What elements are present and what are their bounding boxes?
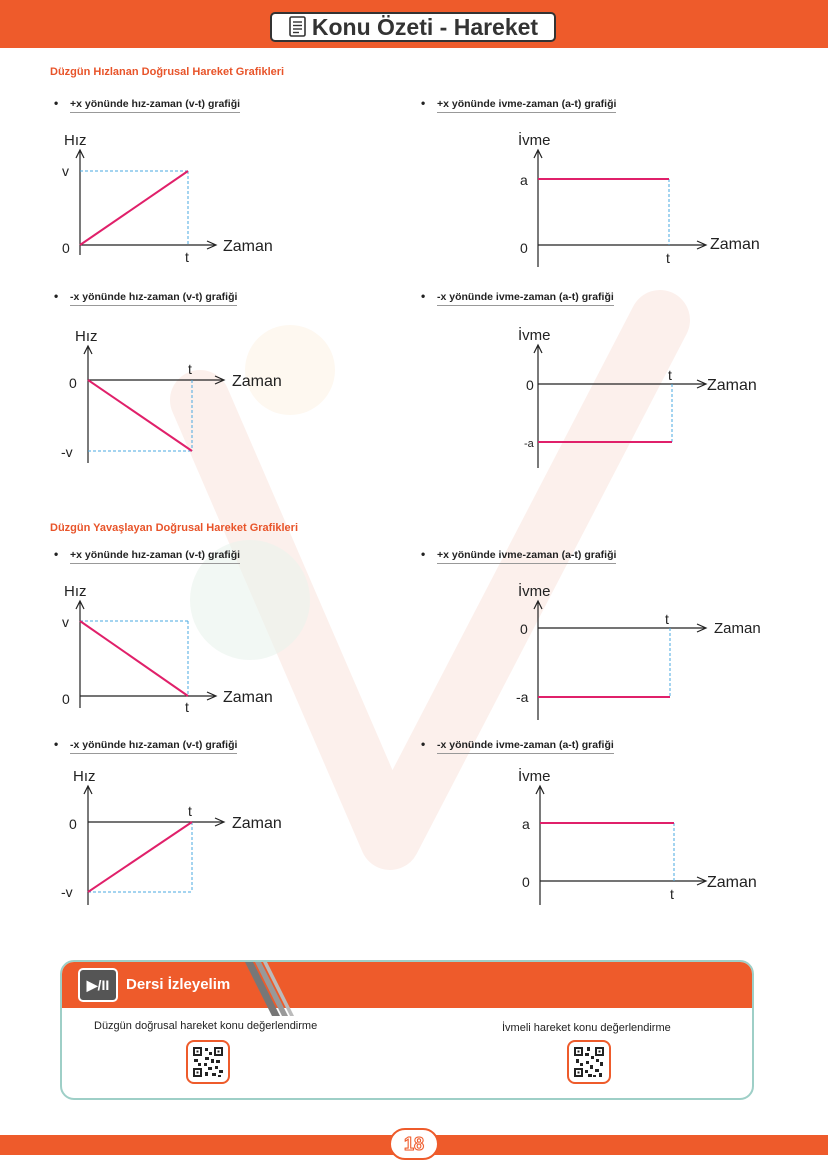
tick-t: t — [666, 250, 670, 266]
y-axis-label: İvme — [518, 132, 551, 149]
tick-top: a — [520, 172, 528, 188]
graph-acceleration-time-pos-accel — [500, 125, 770, 270]
x-axis-label: Zaman — [707, 874, 757, 891]
tick-t: t — [188, 803, 192, 819]
series-line — [88, 822, 192, 892]
tick-bottom: -v — [61, 884, 73, 900]
tick-t: t — [670, 886, 674, 902]
y-axis-label: Hız — [73, 768, 96, 785]
y-axis-label: Hız — [75, 328, 98, 345]
graph-velocity-time-neg-decel — [55, 765, 295, 910]
qr-code-icon[interactable] — [186, 1040, 230, 1084]
tick-t: t — [188, 361, 192, 377]
graph-label: • -x yönünde ivme-zaman (a-t) grafiği — [421, 737, 614, 751]
series-line — [88, 380, 192, 451]
tick-t: t — [668, 367, 672, 383]
page-number: 18 — [389, 1128, 439, 1160]
y-axis-label: Hız — [64, 132, 87, 149]
graph-label: • +x yönünde hız-zaman (v-t) grafiği — [54, 547, 240, 561]
x-axis-label: Zaman — [232, 815, 282, 832]
tick-zero: 0 — [520, 621, 528, 637]
y-axis-label: İvme — [518, 327, 551, 344]
tick-bottom: -v — [61, 444, 73, 460]
x-axis-label: Zaman — [232, 373, 282, 390]
tick-t: t — [185, 249, 189, 265]
tick-zero: 0 — [62, 691, 70, 707]
tick-t: t — [185, 699, 189, 715]
qr-code-icon[interactable] — [567, 1040, 611, 1084]
graph-acceleration-time-neg-decel — [500, 765, 770, 910]
tick-bottom: -a — [524, 438, 534, 450]
x-axis-label: Zaman — [223, 238, 273, 255]
qr-label-uniform-motion: Düzgün doğrusal hareket konu değerlendirme — [94, 1020, 318, 1032]
tick-zero: 0 — [69, 816, 77, 832]
section-title-accelerating: Düzgün Hızlanan Doğrusal Hareket Grafikleri — [50, 66, 285, 78]
graph-velocity-time-neg-accel — [55, 325, 295, 465]
page-title-box — [270, 12, 556, 42]
tick-top: a — [522, 816, 530, 832]
tick-bottom: -a — [516, 689, 529, 705]
tick-top: v — [62, 614, 69, 630]
document-icon — [288, 16, 308, 38]
tick-zero: 0 — [520, 240, 528, 256]
graph-label: • -x yönünde hız-zaman (v-t) grafiği — [54, 737, 237, 751]
x-axis-label: Zaman — [223, 689, 273, 706]
y-axis-label: İvme — [518, 583, 551, 600]
x-axis-label: Zaman — [714, 620, 761, 637]
graph-label: • +x yönünde ivme-zaman (a-t) grafiği — [421, 547, 616, 561]
play-pause-icon[interactable]: ▶/II — [78, 968, 118, 1002]
graph-label: • -x yönünde hız-zaman (v-t) grafiği — [54, 289, 237, 303]
y-axis-label: Hız — [64, 583, 87, 600]
tick-zero: 0 — [522, 874, 530, 890]
y-axis-label: İvme — [518, 768, 551, 785]
graph-label: • -x yönünde ivme-zaman (a-t) grafiği — [421, 289, 614, 303]
section-title-decelerating: Düzgün Yavaşlayan Doğrusal Hareket Grafikleri — [50, 522, 299, 534]
graph-velocity-time-pos-accel — [50, 125, 290, 265]
tick-zero: 0 — [526, 377, 534, 393]
page-title: Konu Özeti - Hareket — [311, 13, 539, 40]
series-line — [80, 171, 188, 245]
tick-top: v — [62, 163, 69, 179]
graph-acceleration-time-pos-decel — [500, 576, 770, 726]
tick-t: t — [665, 611, 669, 627]
graph-velocity-time-pos-decel — [50, 576, 290, 716]
watch-lesson-panel — [60, 960, 754, 1100]
qr-label-accelerated-motion: İvmeli hareket konu değerlendirme — [502, 1022, 671, 1034]
graph-acceleration-time-neg-accel — [500, 322, 770, 472]
graph-label: • +x yönünde hız-zaman (v-t) grafiği — [54, 96, 240, 110]
decorative-stripes — [242, 960, 302, 1016]
series-line — [80, 621, 188, 696]
x-axis-label: Zaman — [707, 377, 757, 394]
tick-zero: 0 — [69, 375, 77, 391]
x-axis-label: Zaman — [710, 236, 760, 253]
tick-zero: 0 — [62, 240, 70, 256]
panel-title: Dersi İzleyelim — [126, 976, 231, 993]
graph-label: • +x yönünde ivme-zaman (a-t) grafiği — [421, 96, 616, 110]
